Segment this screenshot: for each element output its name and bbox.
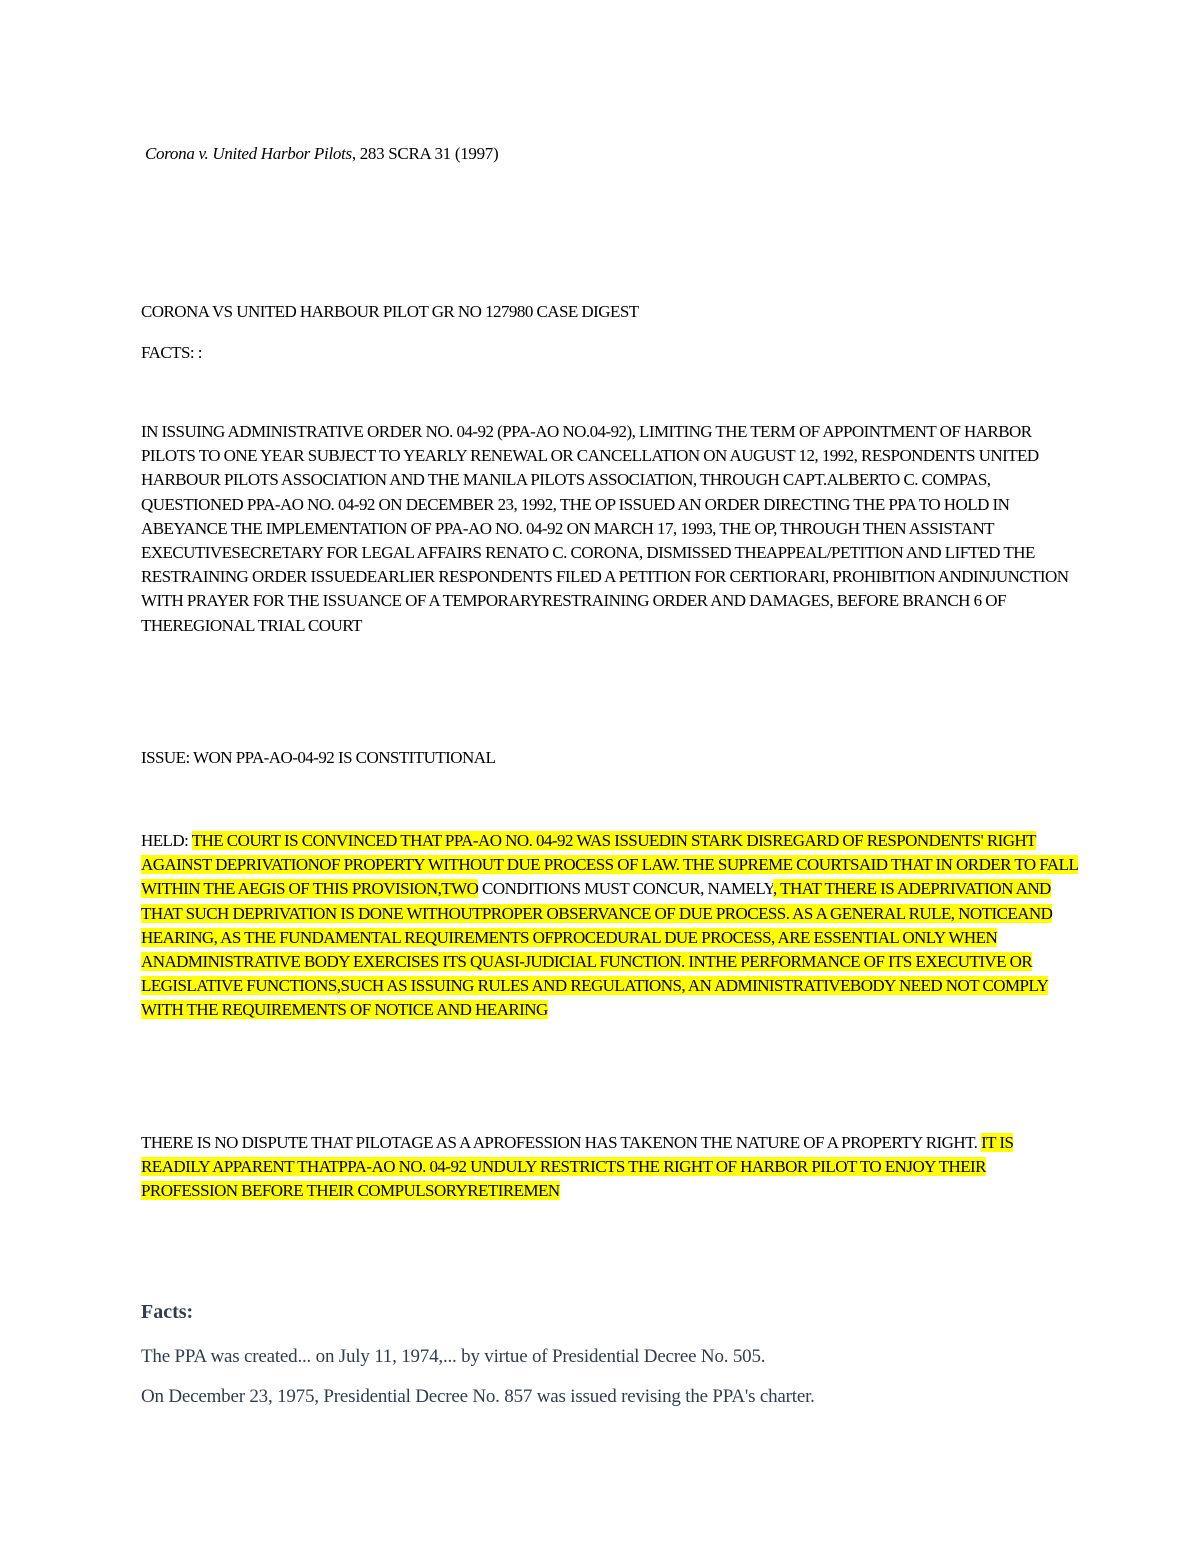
digest-title: CORONA VS UNITED HARBOUR PILOT GR NO 127980 CASE DIGEST [141,302,639,321]
highlighted-text: IT IS READILY APPARENT THATPPA-AO NO. 04-92 UNDULY RESTRICTS THE RIGHT OF HARBOR PILOT TO ENJOY THEIR PROFESSION BEFORE THEIR COMPULSORYRETIREMEN [141,1133,1014,1201]
facts-label: FACTS: : [141,343,202,362]
held-label: HELD: [141,831,192,850]
highlighted-text: THE COURT IS CONVINCED THAT PPA-AO NO. 04-92 WAS ISSUEDIN STARK DISREGARD OF RESPONDENTS' RIGHT AGAINST DEPRIVATIONOF PROPERTY WITHOUT DUE PROCESS OF LAW. THE SUPREME COURTSAID THAT IN ORDER TO FALL WITHIN THE AEGIS OF THIS PROVISION,TWO [141,831,1079,899]
facts-paragraph: IN ISSUING ADMINISTRATIVE ORDER NO. 04-92 (PPA-AO NO.04-92), LIMITING THE TERM OF APPOINTMENT OF HARBOR PILOTS TO ONE YEAR SUBJECT TO YEARLY RENEWAL OR CANCELLATION ON AUGUST 12, 1992, RESPONDENTS UNITED HARBOUR PILOTS ASSOCIATION AND THE MANILA PILOTS ASSOCIATION, THROUGH CAPT.ALBERTO C. COMPAS, QUESTIONED PPA-AO NO. 04-92 ON DECEMBER 23, 1992, THE OP ISSUED AN ORDER DIRECTING THE PPA TO HOLD IN ABEYANCE THE IMPLEMENTATION OF PPA-AO NO. 04-92 ON MARCH 17, 1993, THE OP, THROUGH THEN ASSISTANT EXECUTIVESECRETARY FOR LEGAL AFFAIRS RENATO C. CORONA, DISMISSED THEAPPEAL/PETITION AND LIFTED THE RESTRAINING ORDER ISSUEDEARLIER RESPONDENTS FILED A PETITION FOR CERTIORARI, PROHIBITION ANDINJUNCTION WITH PRAYER FOR THE ISSUANCE OF A TEMPORARYRESTRAINING ORDER AND DAMAGES, BEFORE BRANCH 6 OF THEREGIONAL TRIAL COURT [141,422,1069,635]
case-name: Corona v. United Harbor Pilots [145,144,352,163]
held-paragraph [141,829,1081,1023]
property-plain-text: THERE IS NO DISPUTE THAT PILOTAGE AS A APROFESSION HAS TAKENON THE NATURE OF A PROPERTY RIGHT. [141,1133,982,1152]
case-reference: , 283 SCRA 31 (1997) [351,144,499,163]
facts-heading: Facts: [141,1301,194,1323]
property-paragraph [141,1131,1081,1204]
fact-line: The PPA was created... on July 11, 1974,... by virtue of Presidential Decree No. 505. [141,1346,766,1367]
held-plain-text: CONDITIONS MUST CONCUR, NAMELY [478,879,774,899]
issue-line: ISSUE: WON PPA-AO-04-92 IS CONSTITUTIONAL [141,748,496,767]
highlighted-text: , THAT THERE IS ADEPRIVATION AND THAT SUCH DEPRIVATION IS DONE WITHOUTPROPER OBSERVANCE OF DUE PROCESS. AS A GENERAL RULE, NOTICEAND HEARING, AS THE FUNDAMENTAL REQUIREMENTS OFPROCEDURAL DUE PROCESS, ARE ESSENTIAL ONLY WHEN ANADMINISTRATIVE BODY EXERCISES ITS QUASI-JUDICIAL FUNCTION. INTHE PERFORMANCE OF ITS EXECUTIVE OR LEGISLATIVE FUNCTIONS,SUCH AS ISSUING RULES AND REGULATIONS, AN ADMINISTRATIVEBODY NEED NOT COMPLY WITH THE REQUIREMENTS OF NOTICE AND HEARING [141,879,1053,1020]
case-citation [145,142,498,166]
fact-line: On December 23, 1975, Presidential Decree No. 857 was issued revising the PPA's charter. [141,1386,815,1407]
